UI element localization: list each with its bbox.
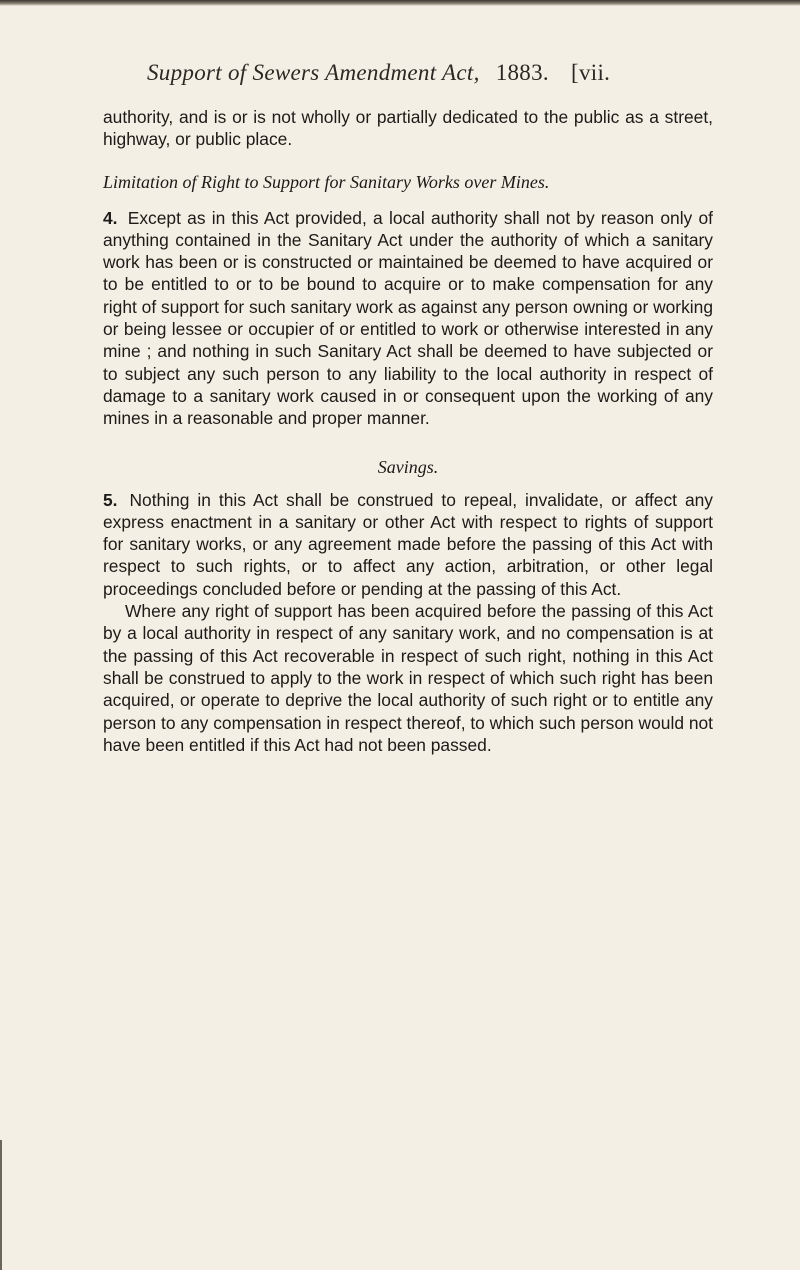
- section-4-number: 4.: [103, 207, 118, 228]
- section-5-heading: Savings.: [377, 456, 439, 477]
- section-5-number: 5.: [103, 489, 118, 510]
- section-5-text: Nothing in this Act shall be construed to repeal, invalidate, or affect any express enactment in a sanitary or other Act with respect to rights of support for sanitary works, or any agreement made before the passing of this Act with respect to such rights, or to affect any action, arbitration, or other legal proceedings concluded before or pending at the passing of this Act.: [103, 489, 713, 599]
- binding-edge-mark: [0, 1140, 2, 1270]
- section-4-heading: Limitation of Right to Support for Sanitary Works over Mines.: [103, 171, 550, 192]
- section-4-paragraph: [103, 207, 713, 430]
- running-head-year: 1883.: [495, 60, 549, 85]
- running-head: [147, 60, 713, 86]
- running-head-title: Support of Sewers Amendment Act,: [147, 60, 480, 85]
- section-4-text: Except as in this Act provided, a local authority shall not by reason only of anything contained in the Sanitary Act under the authority of which a sanitary work has been or is constructed or maintained be deemed to have acquired or to be entitled to or to be bound to acquire or to make compensation for any right of support for such sanitary work as against any person owning or working or being lessee or occupier of or entitled to work or otherwise interested in any mine ; and nothing in such Sanitary Act shall be deemed to have subjected or to subject any such person to any liability to the local authority in respect of damage to a sanitary work caused in or consequent upon the working of any mines in a reasonable and proper manner.: [103, 207, 713, 429]
- section-5-paragraph: [103, 489, 713, 600]
- running-head-folio: [vii.: [571, 60, 611, 85]
- document-page: [103, 60, 713, 756]
- page-top-edge: [0, 0, 800, 6]
- section-5-paragraph-2: Where any right of support has been acquired before the passing of this Act by a local authority in respect of any sanitary work, and no compensation is at the passing of this Act recoverable in respect of such right, nothing in this Act shall be construed to apply to the work in respect of which such right has been acquired, or operate to deprive the local authority of such right or to entitle any person to any compensation in respect thereof, to which such person would not have been entitled if this Act had not been passed.: [103, 601, 713, 755]
- continuation-paragraph: authority, and is or is not wholly or partially dedicated to the public as a street, highway, or public place.: [103, 107, 713, 150]
